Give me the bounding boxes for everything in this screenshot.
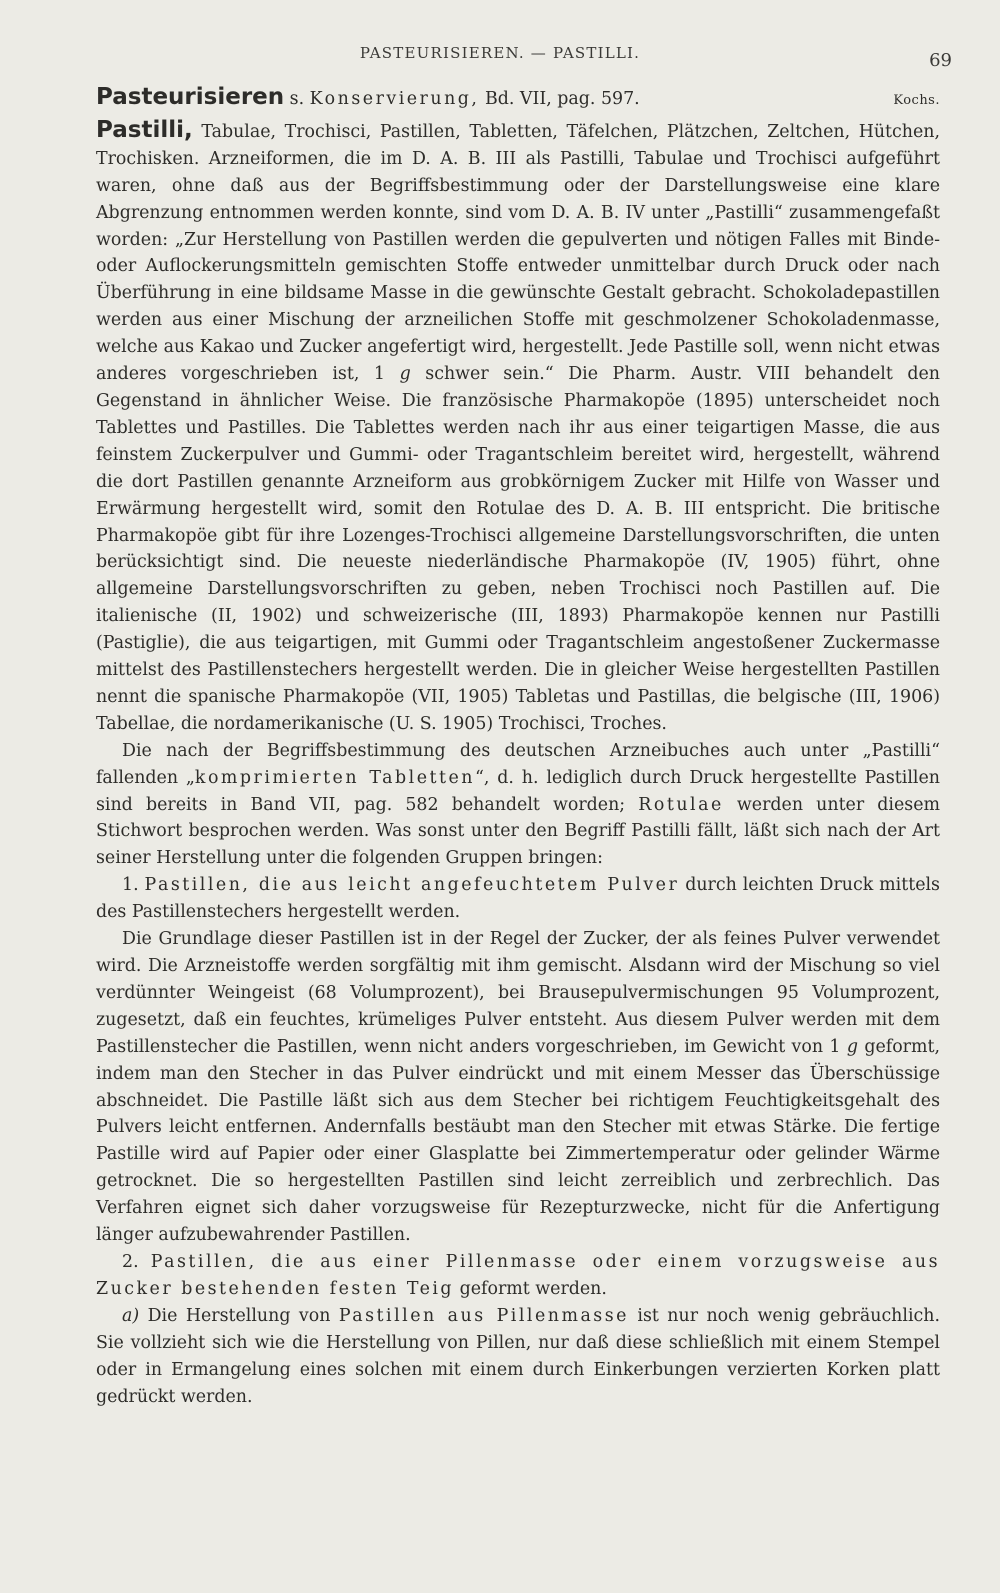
group-1-heading: 1. Pastillen, die aus leicht angefeuchtetem Pulver durch leichten Druck mittels des Pastillenstechers hergestellt werden.	[96, 875, 940, 923]
running-title: PASTEURISIEREN. — PASTILLI.	[359, 44, 641, 62]
entries	[96, 84, 940, 1410]
lemma-pasteurisieren: Pasteurisieren	[96, 84, 285, 110]
author-signature: Kochs.	[893, 93, 940, 108]
cross-reference-target: Konservierung,	[309, 89, 480, 109]
paragraph-group-2a: a) Die Herstellung von Pastillen aus Pillenmasse ist nur noch wenig gebräuchlich. Sie vollzieht sich wie die Herstellung von Pillen, nur daß diese schließlich mit einem Stempel oder in Ermangelung eines solchen mit einem durch Einkerbungen verzierten Korken platt gedrückt werden.	[96, 1305, 940, 1407]
group-2-heading: 2. Pastillen, die aus einer Pillenmasse oder einem vorzugsweise aus Zucker bestehenden festen Teig geformt werden.	[96, 1251, 940, 1299]
term-komprimierte-tabletten: komprimierten Tabletten	[194, 767, 475, 788]
unit-gram: g	[399, 364, 411, 385]
paragraph-group-1: Die Grundlage dieser Pastillen ist in der Regel der Zucker, der als feines Pulver verwendet wird. Die Arzneistoffe werden sorgfältig mit ihm gemischt. Alsdann wird der Mischung so viel verdünnter Weingeist (68 Volumprozent), bei Brausepulvermischungen 95 Volumprozent, zugesetzt, daß ein feuchtes, krümeliges Pulver entsteht. Aus diesem Pulver werden mit dem Pastillenstecher die Pastillen, wenn nicht anders vorgeschrieben, im Gewicht von 1 g geformt, indem man den Stecher in das Pulver eindrückt und mit einem Messer das Überschüssige abschneidet. Die Pastille läßt sich aus dem Stecher bei richtigem Feuchtigkeitsgehalt des Pulvers leicht entfernen. Andernfalls bestäubt man den Stecher mit etwas Stärke. Die fertige Pastille wird auf Papier oder einer Glasplatte bei Zimmertemperatur oder gelinder Wärme getrocknet. Die so hergestellten Pastillen sind leicht zerreiblich und zerbrechlich. Das Verfahren eignet sich daher vorzugsweise für Rezepturzwecke, nicht für die Anfertigung länger aufzubewahrender Pastillen.	[96, 929, 940, 1246]
cross-reference-location: Bd. VII, pag. 597.	[484, 89, 640, 109]
paragraph-definition-cont: schwer sein.“ Die Pharm. Austr. VIII behandelt den Gegenstand in ähnlicher Weise. Die französische Pharmakopöe (1895) unterscheidet noch Tablettes und Pastilles. Die Tablettes werden nach ihr aus einer teigartigen Masse, die aus feinstem Zuckerpulver und Gummi- oder Tragantschleim bereitet wird, hergestellt, während die dort Pastillen genannte Arzneiform aus grobkörnigem Zucker mit Hilfe von Wasser und Erwärmung hergestellt wird, somit den Rotulae des D. A. B. III entspricht. Die britische Pharmakopöe gibt für ihre Lozenges-Trochisci allgemeine Darstellungsvorschriften, die unten berücksichtigt sind. Die neueste niederländische Pharmakopöe (IV, 1905) führt, ohne allgemeine Darstellungsvorschriften zu geben, neben Trochisci noch Pastillen auf. Die italienische (II, 1902) und schweizerische (III, 1893) Pharmakopöe kennen nur Pastilli (Pastiglie), die aus teigartigen, mit Gummi oder Tragantschleim angestoßener Zuckermasse mittelst des Pastillenstechers hergestellt werden. Die in gleicher Weise hergestellten Pastillen nennt die spanische Pharmakopöe (VII, 1905) Tabletas und Pastillas, die belgische (III, 1906) Tabellae, die nordamerikanische (U. S. 1905) Trochisci, Troches.	[96, 364, 940, 734]
paragraph-definition: Tabulae, Trochisci, Pastillen, Tabletten, Täfelchen, Plätzchen, Zeltchen, Hütchen, Trochisken. Arzneiformen, die im D. A. B. III als Pastilli, Tabulae und Trochisci aufgeführt waren, ohne daß aus der Begriffsbestimmung oder der Darstellungsweise eine klare Abgrenzung entnommen werden konnte, sind vom D. A. B. IV unter „Pastilli“ zusammengefaßt worden: „Zur Herstellung von Pastillen werden die gepulverten und nötigen Falles mit Binde- oder Auflockerungsmitteln gemischten Stoffe entweder unmittelbar durch Druck oder nach Überführung in eine bildsame Masse in die gewünschte Gestalt gebracht. Schokoladepastillen werden aus einer Mischung der arzneilichen Stoffe mit geschmolzener Schokoladenmasse, welche aus Kakao und Zucker angefertigt wird, hergestellt. Jede Pastille soll, wenn nicht etwas anderes vorgeschrieben ist, 1	[96, 121, 941, 385]
page-number: 69	[929, 50, 952, 71]
cross-reference-prefix: s.	[289, 89, 305, 109]
entry-pastilli-intro	[96, 117, 940, 738]
term-rotulae: Rotulae	[638, 794, 724, 815]
lemma-pastilli: Pastilli,	[96, 116, 193, 143]
entry-pasteurisieren	[96, 84, 940, 115]
unit-gram: g	[846, 1036, 858, 1057]
paragraph-groups: Die nach der Begriffsbestimmung des deutschen Arzneibuches auch unter „Pastilli“ fallenden „komprimierten Tabletten“, d. h. lediglich durch Druck hergestellte Pastillen sind bereits in Band VII, pag. 582 behandelt worden; Rotulae werden unter diesem Stichwort besprochen werden. Was sonst unter den Begriff Pastilli fällt, läßt sich nach der Art seiner Herstellung unter die folgenden Gruppen bringen:	[96, 740, 940, 869]
